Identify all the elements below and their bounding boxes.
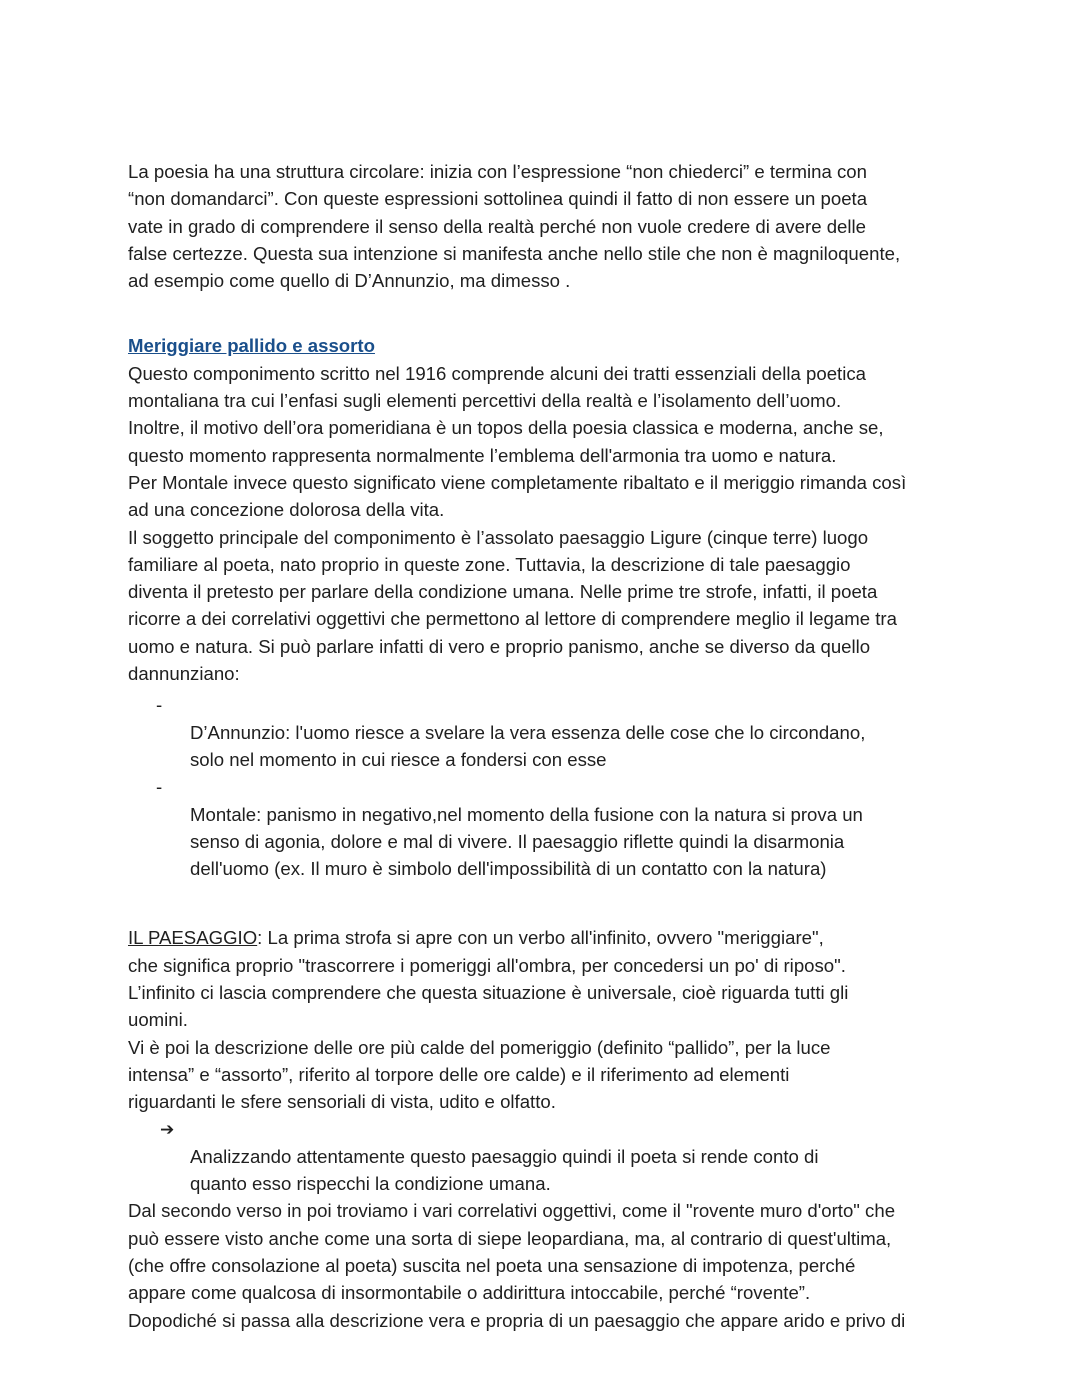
landscape-colon: : xyxy=(257,927,263,949)
landscape-paragraph-2: Dal secondo verso in poi troviamo i vari correlativi oggettivi, come il "rovente muro d'orto" che può essere visto anche come una sorta di siepe leopardiana, ma, al contrario di quest'ultima, (che offre consolazione al poeta) suscita nel poeta una sensazione di impotenza, perché appare come qualcosa di insormontabile o addirittura intoccabile, perché “rovente”. Dopodiché si passa alla descrizione vera e propria di un paesaggio che appare arido e privo di xyxy=(128,1200,906,1331)
dash-bullet: - xyxy=(156,694,163,716)
list-item xyxy=(160,1116,958,1198)
arrow-right-icon: ➔ xyxy=(160,1119,175,1139)
section-paragraph: Questo componimento scritto nel 1916 comprende alcuni dei tratti essenziali della poetica montaliana tra cui l’enfasi sugli elementi percettivi della realtà e l’isolamento dell’uomo. Inoltre, il motivo dell’ora pomeridiana è un topos della poesia classica e moderna, anche se, questo momento rappresenta normalmente l’emblema dell'armonia tra uomo e natura. Per Montale invece questo significato viene completamente ribaltato e il meriggio rimanda così ad una concezione dolorosa della vita. Il soggetto principale del componimento è l’assolato paesaggio Ligure (cinque terre) luogo familiare al poeta, nato proprio in queste zone. Tuttavia, la descrizione di tale paesaggio diventa il pretesto per parlare della condizione umana. Nelle prime tre strofe, infatti, il poeta ricorre a dei correlativi oggettivi che permettono al lettore di comprendere meglio il legame tra uomo e natura. Si può parlare infatti di vero e proprio panismo, anche se diverso da quello dannunziano: xyxy=(128,362,907,685)
landscape-paragraph xyxy=(128,924,958,1115)
comparison-list xyxy=(128,691,958,882)
list-item xyxy=(156,773,958,882)
landscape-label: IL PAESAGGIO xyxy=(128,927,258,949)
arrow-list xyxy=(128,1116,958,1198)
spacer xyxy=(128,882,958,924)
spacer xyxy=(128,294,958,332)
landscape-text: La prima strofa si apre con un verbo all'infinito, ovvero "meriggiare", che significa proprio "trascorrere i pomeriggi all'ombra, per concedersi un po' di riposo". L’infinito ci lascia comprendere che questa situazione è universale, cioè riguarda tutti gli uomini. Vi è poi la descrizione delle ore più calde del pomeriggio (definito “pallido”, per la luce intensa” e “assorto”, riferito al torpore delle ore calde) e il riferimento ad elementi riguardanti le sfere sensoriali di vista, udito e olfatto. xyxy=(128,927,849,1113)
list-item xyxy=(156,691,958,773)
dash-bullet: - xyxy=(156,776,163,798)
document-page xyxy=(128,158,958,1334)
section-heading-link[interactable]: Meriggiare pallido e assorto xyxy=(128,335,375,357)
intro-paragraph: La poesia ha una struttura circolare: inizia con l’espressione “non chiederci” e termina con “non domandarci”. Con queste espressioni sottolinea quindi il fatto di non essere un poeta vate in grado di comprendere il senso della realtà perché non vuole credere di avere delle false certezze. Questa sua intenzione si manifesta anche nello stile che non è magniloquente, ad esempio come quello di D’Annunzio, ma dimesso . xyxy=(128,161,901,292)
list-item-text: Montale: panismo in negativo,nel momento della fusione con la natura si prova un senso di agonia, dolore e mal di vivere. Il paesaggio riflette quindi la disarmonia dell'uomo (ex. Il muro è simbolo dell'impossibilità di un contatto con la natura) xyxy=(190,803,863,880)
arrow-item-text: Analizzando attentamente questo paesaggio quindi il poeta si rende conto di quanto esso rispecchi la condizione umana. xyxy=(190,1145,819,1195)
list-item-text: D’Annunzio: l'uomo riesce a svelare la vera essenza delle cose che lo circondano, solo nel momento in cui riesce a fondersi con esse xyxy=(190,721,866,770)
